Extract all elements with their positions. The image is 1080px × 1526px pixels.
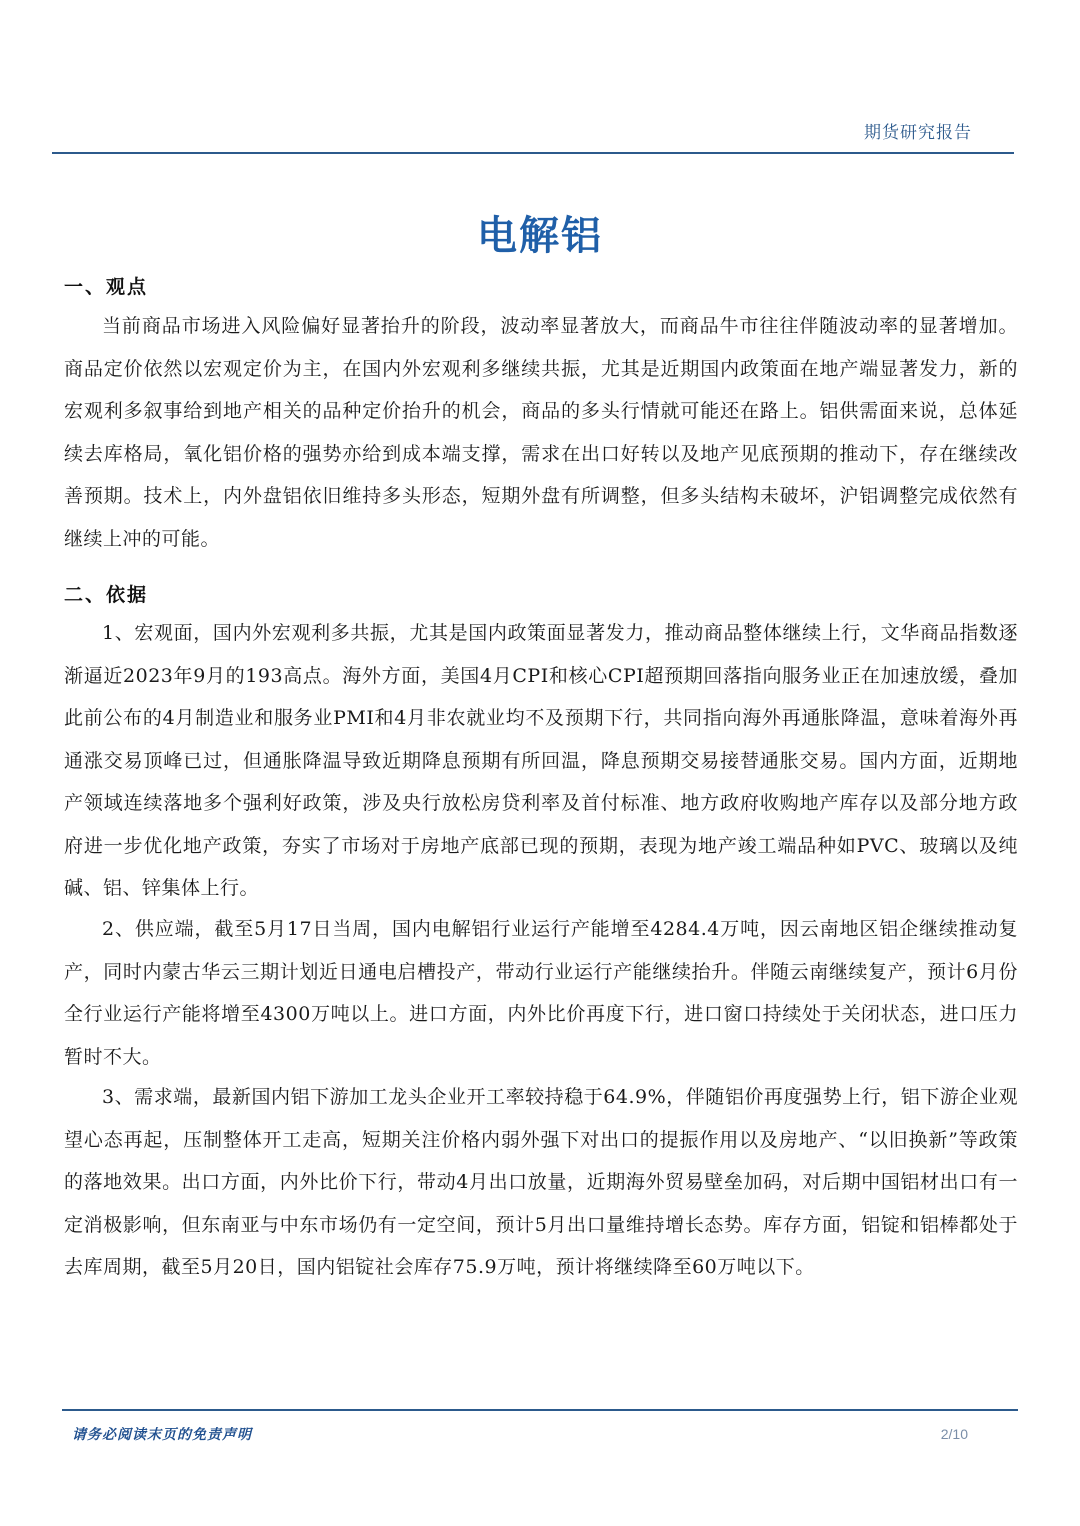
page-title: 电解铝 (477, 213, 603, 259)
footer-divider (62, 1409, 1018, 1411)
basis-paragraph-supply: 2、供应端，截至5月17日当周，国内电解铝行业运行产能增至4284.4万吨，因云南地区铝企继续推动复产，同时内蒙古华云三期计划近日通电启槽投产，带动行业运行产能继续抬升。伴随云南继续复产，预计6月份全行业运行产能将增至4300万吨以上。进口方面，内外比价再度下行，进口窗口持续处于关闭状态，进口压力暂时不大。 (64, 918, 1018, 1068)
section-heading-viewpoint: 一、观点 (64, 276, 149, 298)
header-divider (52, 152, 1014, 154)
report-header-label: 期货研究报告 (864, 123, 972, 143)
footer-disclaimer: 请务必阅读末页的免责声明 (72, 1427, 252, 1443)
viewpoint-paragraph: 当前商品市场进入风险偏好显著抬升的阶段，波动率显著放大，而商品牛市往往伴随波动率的显著增加。商品定价依然以宏观定价为主，在国内外宏观利多继续共振，尤其是近期国内政策面在地产端显著发力，新的宏观利多叙事给到地产相关的品种定价抬升的机会，商品的多头行情就可能还在路上。铝供需面来说，总体延续去库格局，氧化铝价格的强势亦给到成本端支撑，需求在出口好转以及地产见底预期的推动下，存在继续改善预期。技术上，内外盘铝依旧维持多头形态，短期外盘有所调整，但多头结构未破坏，沪铝调整完成依然有继续上冲的可能。 (64, 315, 1018, 550)
section-heading-basis: 二、依据 (64, 584, 149, 606)
page-number: 2/10 (940, 1426, 968, 1442)
basis-paragraph-macro: 1、宏观面，国内外宏观利多共振，尤其是国内政策面显著发力，推动商品整体继续上行，文华商品指数逐渐逼近2023年9月的193高点。海外方面，美国4月CPI和核心CPI超预期回落指向服务业正在加速放缓，叠加此前公布的4月制造业和服务业PMI和4月非农就业均不及预期下行，共同指向海外再通胀降温，意味着海外再通涨交易顶峰已过，但通胀降温导致近期降息预期有所回温，降息预期交易接替通胀交易。国内方面，近期地产领域连续落地多个强利好政策，涉及央行放松房贷利率及首付标准、地方政府收购地产库存以及部分地方政府进一步优化地产政策，夯实了市场对于房地产底部已现的预期，表现为地产竣工端品种如PVC、玻璃以及纯碱、铝、锌集体上行。 (64, 622, 1018, 899)
basis-paragraph-demand: 3、需求端，最新国内铝下游加工龙头企业开工率较持稳于64.9%，伴随铝价再度强势上行，铝下游企业观望心态再起，压制整体开工走高，短期关注价格内弱外强下对出口的提振作用以及房地产、“以旧换新”等政策的落地效果。出口方面，内外比价下行，带动4月出口放量，近期海外贸易壁垒加码，对后期中国铝材出口有一定消极影响，但东南亚与中东市场仍有一定空间，预计5月出口量维持增长态势。库存方面，铝锭和铝棒都处于去库周期，截至5月20日，国内铝锭社会库存75.9万吨，预计将继续降至60万吨以下。 (64, 1086, 1018, 1278)
